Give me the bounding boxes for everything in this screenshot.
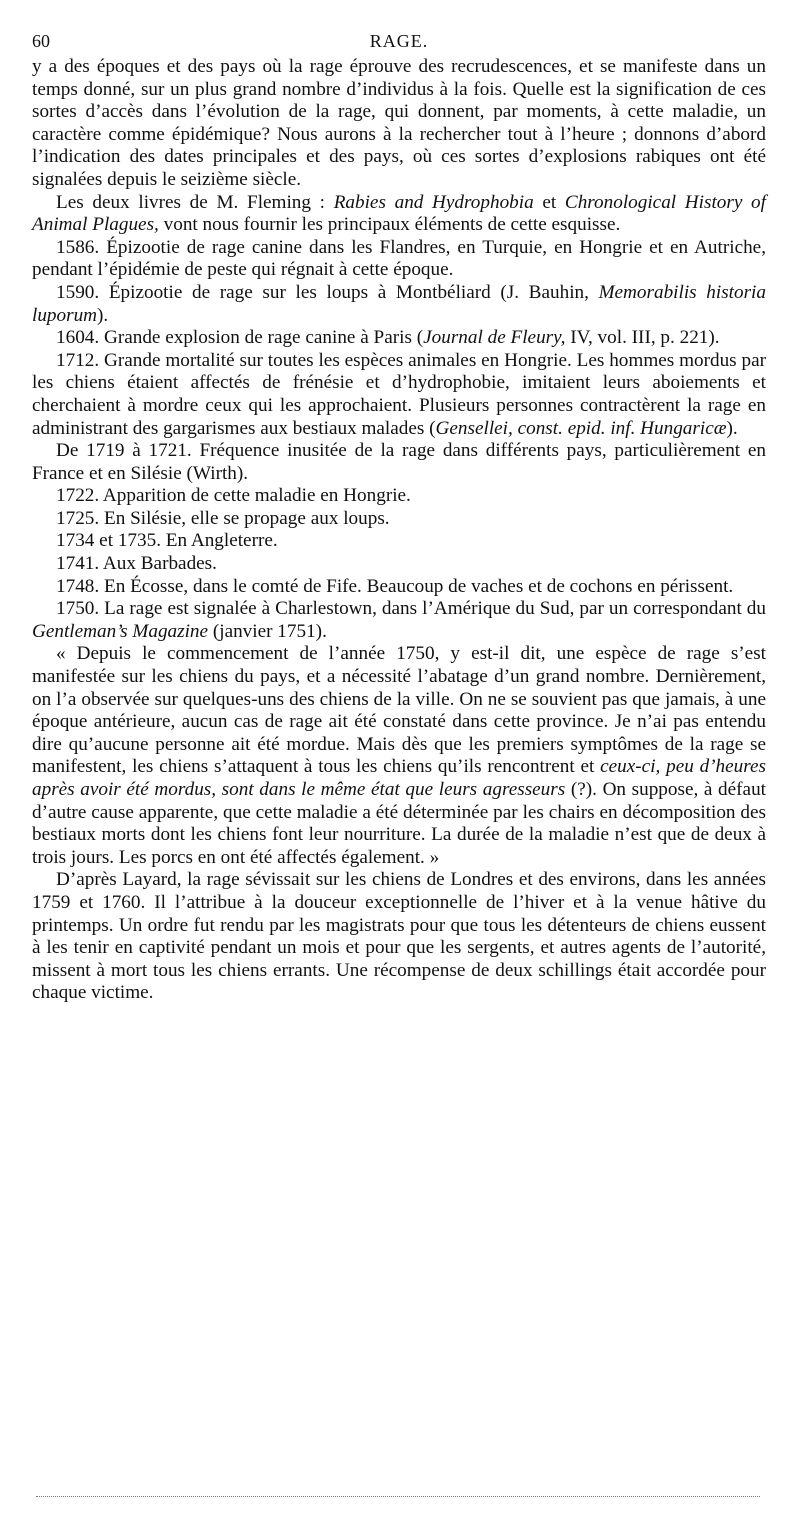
citation: Memorabilis historia luporum bbox=[32, 281, 766, 326]
text-run: et bbox=[533, 191, 565, 213]
page-number: 60 bbox=[32, 31, 50, 51]
entry-1586: 1586. Épizootie de rage canine dans les Flandres, en Turquie, en Hongrie et en Autriche, pendant l’épidémie de peste qui régnait à cette époque. bbox=[32, 236, 766, 281]
entry-1750 bbox=[32, 598, 766, 643]
quotation bbox=[32, 643, 766, 869]
emphasis: ceux-ci, peu d’heures après avoir été mordus, sont dans le même état que leurs agresseurs bbox=[32, 756, 767, 800]
text-run: 1604. Grande explosion de rage canine à Paris ( bbox=[56, 327, 424, 349]
running-title: RAGE. bbox=[369, 31, 429, 51]
bottom-dotted-rule bbox=[36, 1496, 760, 1497]
citation: Gensellei, const. epid. inf. Hungaricæ bbox=[435, 417, 727, 439]
entry-1725: 1725. En Silésie, elle se propage aux loups. bbox=[56, 507, 390, 529]
entry-1722: 1722. Apparition de cette maladie en Hongrie. bbox=[56, 485, 411, 507]
book-title: Rabies and Hydrophobia bbox=[333, 191, 534, 213]
text-run: Les deux livres de M. Fleming : bbox=[56, 191, 334, 213]
text-run: ). bbox=[726, 417, 738, 439]
entry-1590 bbox=[32, 282, 766, 327]
book-title: Chronological History of Animal Plagues, bbox=[32, 191, 766, 236]
text-run: 1590. Épizootie de rage sur les loups à Montbéliard (J. Bauhin, bbox=[56, 281, 599, 303]
citation: Gentleman’s Magazine bbox=[32, 620, 209, 642]
text-run: 1750. La rage est signalée à Charlestown, dans l’Amérique du Sud, par un correspondant du bbox=[56, 598, 766, 620]
text-run: vont nous fournir les principaux éléments de cette esquisse. bbox=[158, 214, 621, 236]
entry-1734-1735: 1734 et 1735. En Angleterre. bbox=[56, 530, 278, 552]
text-run: « Depuis le commencement de l’année 1750, y est-il dit, une espèce de rage s’est manifestée sur les chiens du pays, et a nécessité l’abatage d’un grand nombre. Dernièrement, on l’a observée sur quelques-uns des chiens de la ville. On ne se souvient pas que jamais, à une époque antérieure, aucun cas de rage ait été constaté dans cette province. Je n’ai pas entendu dire qu’aucune personne ait été mordue. Mais dès que les premiers symptômes de la rage se manifestent, les chiens s’attaquent à tous les chiens qu’ils rencontrent et bbox=[32, 643, 766, 778]
text-run: ). bbox=[97, 304, 109, 326]
entry-1604 bbox=[32, 327, 766, 350]
entry-1748: 1748. En Écosse, dans le comté de Fife. Beaucoup de vaches et de cochons en périssent. bbox=[56, 575, 734, 597]
text-run: 1712. Grande mortalité sur toutes les espèces animales en Hongrie. Les hommes mordus par les chiens étaient affectés de frénésie et d’hydrophobie, imitaient leurs aboiements et cherchaient à mordre ceux qui les approchaient. Plusieurs personnes contractèrent la rage en administrant des gargarismes aux bestiaux malades ( bbox=[32, 349, 766, 439]
entry-1741: 1741. Aux Barbades. bbox=[56, 553, 217, 575]
paragraph-layard: D’après Layard, la rage sévissait sur les chiens de Londres et des environs, dans les années 1759 et 1760. Il l’attribue à la douceur exceptionnelle de l’hiver et à la venue hâtive du printemps. Un ordre fut rendu par les magistrats pour que tous les détenteurs de chiens eussent à les tenir en captivité pendant un mois et pour que les sergents, et autres agents de l’autorité, missent à mort tous les chiens errants. Une récompense de deux schillings était accordée pour chaque victime. bbox=[32, 869, 766, 1004]
text-run: (?). On suppose, à défaut d’autre cause apparente, que cette maladie a été déterminée par les chairs en décomposition des bestiaux morts dont les chiens font leur nourriture. La durée de la maladie n’est que de deux à trois jours. Les porcs en ont été affectés également. » bbox=[32, 779, 766, 868]
entry-1719-1721: De 1719 à 1721. Fréquence inusitée de la rage dans différents pays, particulièrement en France et en Silésie (Wirth). bbox=[32, 440, 766, 484]
entry-1712 bbox=[32, 350, 766, 440]
paragraph-intro: y a des époques et des pays où la rage éprouve des recrudescences, et se manifeste dans un temps donné, sur un plus grand nombre d’individus à la fois. Quelle est la signification de ces sortes d’accès dans l’évolution de la rage, qui donnent, par moments, à cette maladie, un caractère comme épidémique? Nous aurons à la rechercher tout à l’heure ; donnons d’abord l’indication des dates principales et des pays, où ces sortes d’explosions rabiques ont été signalées depuis le seizième siècle. bbox=[32, 56, 766, 190]
paragraph-sources bbox=[32, 192, 766, 237]
text-run: IV, vol. III, p. 221). bbox=[565, 327, 720, 349]
citation: Journal de Fleury, bbox=[423, 327, 566, 349]
text-run: (janvier 1751). bbox=[208, 620, 327, 642]
page-header bbox=[32, 30, 766, 54]
book-page bbox=[32, 30, 766, 1005]
